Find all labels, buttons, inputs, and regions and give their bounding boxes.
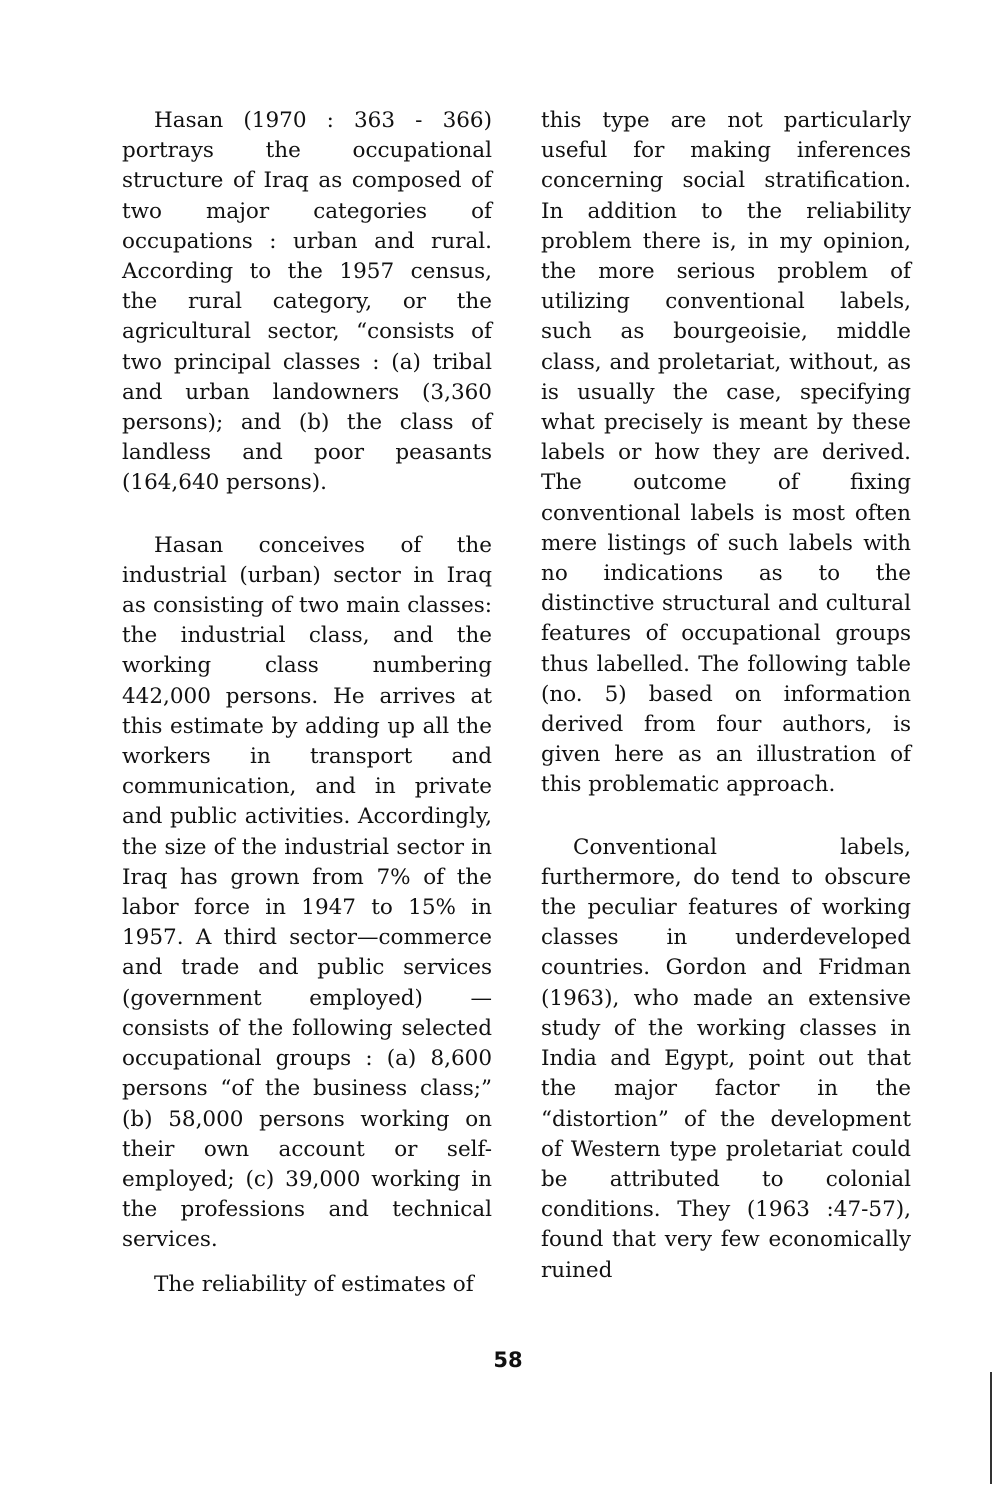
paragraph-conventional-labels: Conventional labels, furthermore, do tend to obscure the peculiar features of working classes in underdeveloped countries. Gordon and Fridman (1963), who made an extensive study of the working classes in India and Egypt, point out that the major factor in the “distortion” of the development of Western type proletariat could be attributed to colonial conditions. They (1963 :47-57), found that very few economically ruined	[541, 834, 911, 1283]
paragraph-hasan-occupational-structure: Hasan (1970 : 363 - 366) portrays the occupational structure of Iraq as composed of two major categories of occupations : urban and rural. According to the 1957 census, the rural category, or the agricultural sector, “consists of two principal classes : (a) tribal and urban landowners (3,360 persons); and (b) the class of landless and poor peasants (164,640 persons).	[122, 108, 492, 496]
paragraph-reliability-start: The reliability of estimates of	[154, 1271, 474, 1297]
left-column	[122, 106, 492, 1300]
paragraph-reliability-continued: this type are not particularly useful for making inferences concerning social stratification. In addition to the reliability problem there is, in my opinion, the more serious problem of utilizing conventional labels, such as bourgeoisie, middle class, and proletariat, without, as is usually the case, specifying what precisely is meant by these labels or how they are derived. The outcome of fixing conventional labels is most often mere listings of such labels with no indications as to the distinctive structural and cultural features of occupational groups thus labelled. The following table (no. 5) based on information derived from four authors, is given here as an illustration of this problematic approach.	[541, 108, 911, 798]
paragraph-industrial-sector: Hasan conceives of the industrial (urban) sector in Iraq as consisting of two main classes: the industrial class, and the working class numbering 442,000 persons. He arrives at this estimate by adding up all the workers in transport and communication, and in private and public activities. Accordingly, the size of the industrial sector in Iraq has grown from 7% of the labor force in 1947 to 15% in 1957. A third sector—commerce and trade and public services (government employed) — consists of the following selected occupational groups : (a) 8,600 persons “of the business class;” (b) 58,000 persons working on their own account or self-employed; (c) 39,000 working in the professions and technical services.	[122, 532, 492, 1253]
scan-edge-mark	[990, 1372, 992, 1484]
page-number: 58	[493, 1348, 523, 1372]
right-column	[541, 106, 911, 1286]
